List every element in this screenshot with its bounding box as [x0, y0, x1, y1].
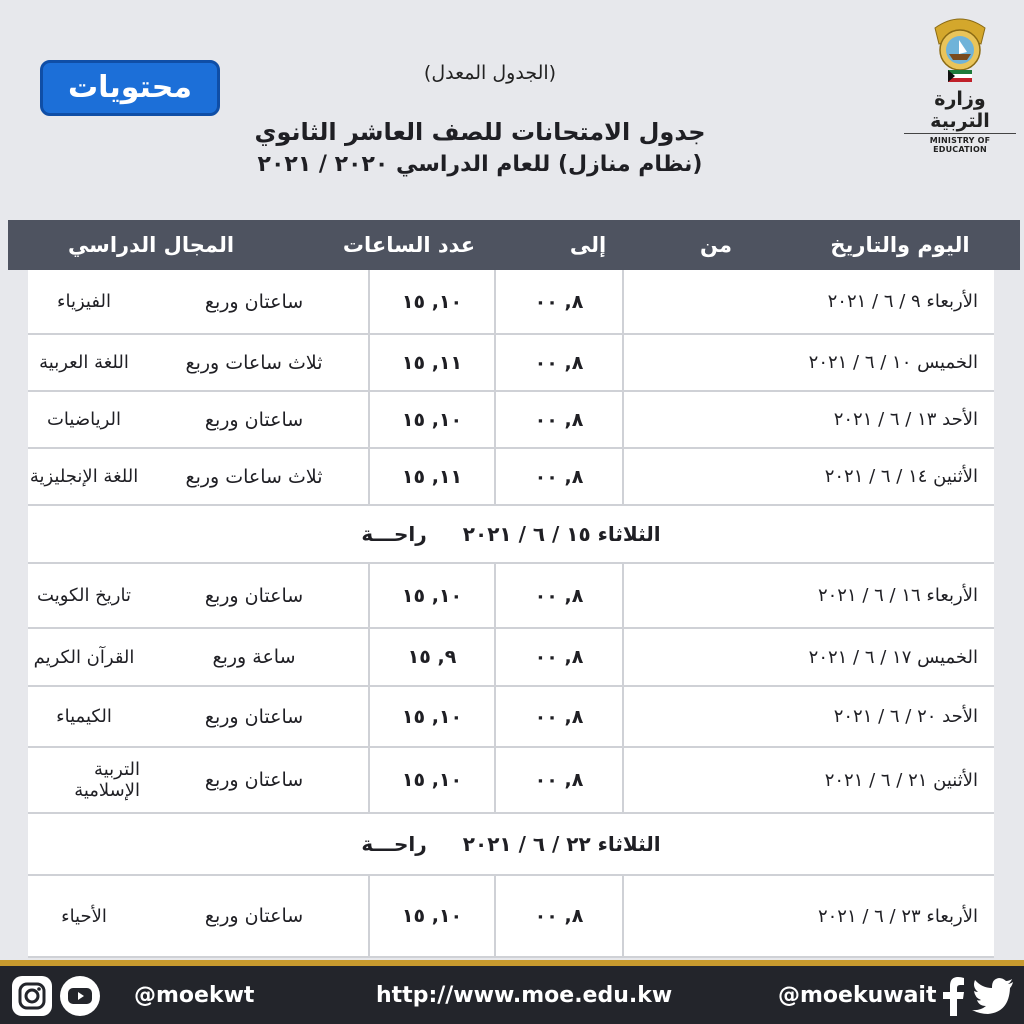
- row-from: ٨, ٠٠: [496, 270, 624, 333]
- footer: [0, 960, 1024, 1024]
- facebook-icon[interactable]: [940, 976, 966, 1016]
- row-subject: الفيزياء: [57, 291, 111, 312]
- row-hours: ساعتان وربع: [140, 564, 370, 627]
- ministry-name-en: MINISTRY OF EDUCATION: [904, 133, 1016, 154]
- row-date: الأحد ١٣ / ٦ / ٢٠٢١: [833, 409, 978, 430]
- row-to: ٩, ١٥: [370, 629, 496, 685]
- row-to: ١٠, ١٥: [370, 564, 496, 627]
- column-hours: عدد الساعات: [342, 233, 476, 257]
- table-header: [8, 220, 1020, 270]
- instagram-icon[interactable]: [12, 976, 52, 1016]
- schedule-title: جدول الامتحانات للصف العاشر الثانوي: [254, 118, 706, 146]
- table-row: [28, 335, 994, 392]
- row-date: الأربعاء ٢٣ / ٦ / ٢٠٢١: [817, 905, 978, 927]
- ministry-name-ar: وزارة التربية: [930, 88, 990, 132]
- row-from: ٨, ٠٠: [496, 335, 624, 390]
- rest-day-row: [28, 814, 994, 876]
- rest-day-row: [28, 506, 994, 564]
- row-date: الأثنين ١٤ / ٦ / ٢٠٢١: [824, 466, 978, 487]
- row-hours: ساعتان وربع: [140, 876, 370, 956]
- kuwait-emblem-icon: [929, 14, 991, 86]
- row-hours: ثلاث ساعات وربع: [140, 335, 370, 390]
- row-from: ٨, ٠٠: [496, 687, 624, 746]
- schedule-subtitle: (الجدول المعدل): [423, 62, 557, 84]
- table-row: [28, 392, 994, 449]
- table-row: [28, 564, 994, 629]
- row-subject: القرآن الكريم: [33, 646, 135, 668]
- rest-day-date: الثلاثاء ٢٢ / ٦ / ٢٠٢١: [462, 832, 661, 856]
- table-row: [28, 270, 994, 335]
- row-to: ١٠, ١٥: [370, 687, 496, 746]
- row-hours: ساعة وربع: [140, 629, 370, 685]
- row-to: ١٠, ١٥: [370, 748, 496, 812]
- row-subject: اللغة العربية: [39, 352, 129, 373]
- row-hours: ساعتان وربع: [140, 392, 370, 447]
- row-to: ١٠, ١٥: [370, 392, 496, 447]
- column-to: إلى: [569, 233, 607, 257]
- row-date: الأربعاء ٩ / ٦ / ٢٠٢١: [827, 291, 978, 312]
- handle-left[interactable]: @moekwt: [134, 983, 255, 1008]
- row-from: ٨, ٠٠: [496, 392, 624, 447]
- page-header: [0, 0, 1024, 220]
- website-link[interactable]: http://www.moe.edu.kw: [376, 983, 673, 1008]
- youtube-icon[interactable]: [60, 976, 100, 1016]
- schedule-table: [28, 270, 994, 958]
- twitter-icon[interactable]: [972, 978, 1014, 1014]
- rest-day-date: الثلاثاء ١٥ / ٦ / ٢٠٢١: [462, 522, 661, 546]
- column-date: اليوم والتاريخ: [830, 233, 970, 257]
- table-row: [28, 629, 994, 687]
- brand-badge[interactable]: محتويات: [40, 60, 220, 116]
- row-from: ٨, ٠٠: [496, 876, 624, 956]
- row-from: ٨, ٠٠: [496, 449, 624, 504]
- row-hours: ساعتان وربع: [140, 748, 370, 812]
- row-from: ٨, ٠٠: [496, 629, 624, 685]
- row-subject: الرياضيات: [46, 409, 122, 430]
- row-from: ٨, ٠٠: [496, 564, 624, 627]
- row-subject: الكيمياء: [56, 706, 112, 727]
- row-hours: ساعتان وربع: [140, 687, 370, 746]
- row-date: الأثنين ٢١ / ٦ / ٢٠٢١: [824, 769, 978, 791]
- row-to: ١٠, ١٥: [370, 876, 496, 956]
- social-right: [940, 976, 1014, 1016]
- rest-day-label: راحـــة: [361, 832, 427, 856]
- row-date: الخميس ١٧ / ٦ / ٢٠٢١: [808, 646, 978, 668]
- row-subject: التربية الإسلامية: [74, 759, 140, 801]
- row-date: الخميس ١٠ / ٦ / ٢٠٢١: [808, 352, 978, 373]
- row-to: ١١, ١٥: [370, 449, 496, 504]
- social-left: [12, 976, 100, 1016]
- handle-right[interactable]: @moekuwait: [778, 983, 937, 1008]
- ministry-logo: [904, 14, 1016, 154]
- row-date: الأحد ٢٠ / ٦ / ٢٠٢١: [833, 706, 978, 727]
- row-date: الأربعاء ١٦ / ٦ / ٢٠٢١: [817, 585, 978, 606]
- table-row: [28, 876, 994, 958]
- column-subject: المجال الدراسي: [67, 233, 235, 257]
- row-from: ٨, ٠٠: [496, 748, 624, 812]
- row-hours: ثلاث ساعات وربع: [140, 449, 370, 504]
- table-row: [28, 449, 994, 506]
- rest-day-label: راحـــة: [361, 522, 427, 546]
- row-to: ١٠, ١٥: [370, 270, 496, 333]
- table-row: [28, 687, 994, 748]
- table-row: [28, 748, 994, 814]
- row-subject: الأحياء: [61, 905, 107, 927]
- schedule-year: (نظام منازل) للعام الدراسي ٢٠٢٠ / ٢٠٢١: [257, 152, 703, 177]
- row-hours: ساعتان وربع: [140, 270, 370, 333]
- row-subject: تاريخ الكويت: [37, 585, 131, 606]
- row-subject: اللغة الإنجليزية: [29, 466, 139, 487]
- row-to: ١١, ١٥: [370, 335, 496, 390]
- column-from: من: [700, 233, 732, 257]
